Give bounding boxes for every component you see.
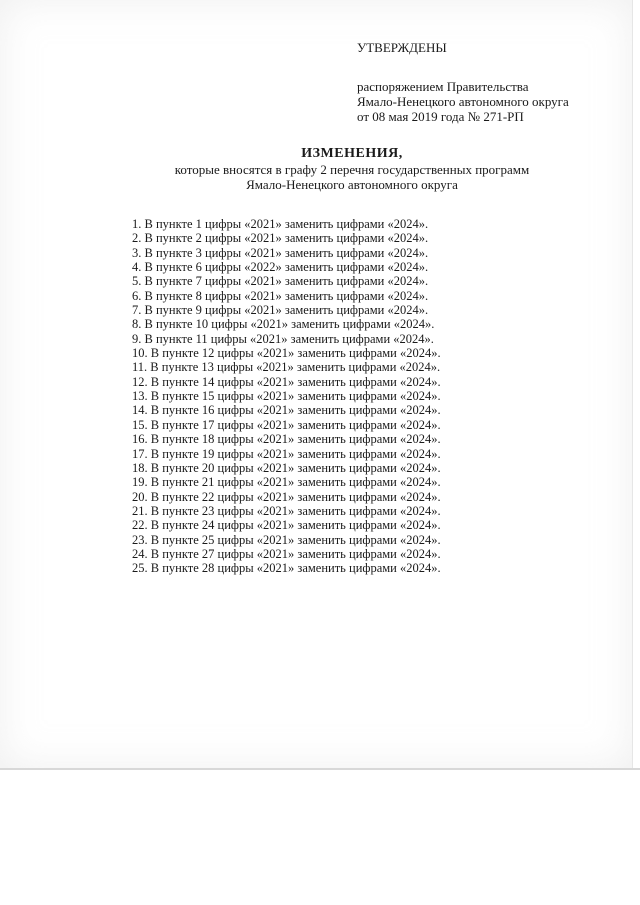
list-item: 11. В пункте 13 цифры «2021» заменить цифрами «2024». bbox=[132, 360, 441, 375]
list-item: 16. В пункте 18 цифры «2021» заменить цифрами «2024». bbox=[132, 432, 441, 447]
list-item: 1. В пункте 1 цифры «2021» заменить цифрами «2024». bbox=[132, 217, 429, 231]
list-item: 17. В пункте 19 цифры «2021» заменить цифрами «2024». bbox=[132, 446, 441, 461]
list-item: 2. В пункте 2 цифры «2021» заменить цифрами «2024». bbox=[132, 231, 429, 246]
approval-block bbox=[357, 40, 627, 124]
page-bottom-edge bbox=[0, 768, 640, 770]
list-item: 14. В пункте 16 цифры «2021» заменить цифрами «2024». bbox=[132, 403, 441, 418]
document-heading bbox=[0, 146, 640, 192]
document-title: ИЗМЕНЕНИЯ, bbox=[301, 146, 403, 161]
list-item: 9. В пункте 11 цифры «2021» заменить цифрами «2024». bbox=[132, 331, 434, 346]
list-item: 21. В пункте 23 цифры «2021» заменить цифрами «2024». bbox=[132, 503, 441, 518]
list-item: 8. В пункте 10 цифры «2021» заменить цифрами «2024». bbox=[132, 317, 435, 332]
list-item: 7. В пункте 9 цифры «2021» заменить цифрами «2024». bbox=[132, 303, 429, 318]
list-item: 22. В пункте 24 цифры «2021» заменить цифрами «2024». bbox=[132, 518, 441, 533]
list-item: 18. В пункте 20 цифры «2021» заменить цифрами «2024». bbox=[132, 460, 441, 475]
changes-list bbox=[132, 217, 441, 576]
approved-label: УТВЕРЖДЕНЫ bbox=[357, 40, 447, 55]
list-item: 20. В пункте 22 цифры «2021» заменить цифрами «2024». bbox=[132, 489, 441, 504]
list-item: 19. В пункте 21 цифры «2021» заменить цифрами «2024». bbox=[132, 475, 441, 490]
list-item: 13. В пункте 15 цифры «2021» заменить цифрами «2024». bbox=[132, 389, 441, 404]
list-item: 5. В пункте 7 цифры «2021» заменить цифрами «2024». bbox=[132, 274, 429, 289]
approval-line-decree: распоряжением Правительства bbox=[357, 79, 529, 94]
list-item: 10. В пункте 12 цифры «2021» заменить цифрами «2024». bbox=[132, 346, 441, 361]
list-item: 12. В пункте 14 цифры «2021» заменить цифрами «2024». bbox=[132, 374, 441, 389]
approval-line-region: Ямало-Ненецкого автономного округа bbox=[357, 94, 569, 109]
document-subtitle-line-1: которые вносятся в графу 2 перечня государственных программ bbox=[174, 162, 530, 177]
list-item: 23. В пункте 25 цифры «2021» заменить цифрами «2024». bbox=[132, 532, 441, 547]
list-item: 6. В пункте 8 цифры «2021» заменить цифрами «2024». bbox=[132, 288, 429, 303]
list-item: 15. В пункте 17 цифры «2021» заменить цифрами «2024». bbox=[132, 417, 441, 432]
list-item: 25. В пункте 28 цифры «2021» заменить цифрами «2024». bbox=[132, 561, 441, 576]
list-item: 4. В пункте 6 цифры «2022» заменить цифрами «2024». bbox=[132, 260, 429, 275]
list-item: 3. В пункте 3 цифры «2021» заменить цифрами «2024». bbox=[132, 245, 429, 260]
list-item: 24. В пункте 27 цифры «2021» заменить цифрами «2024». bbox=[132, 546, 441, 561]
document-subtitle-line-2: Ямало-Ненецкого автономного округа bbox=[246, 177, 458, 192]
approval-line-date: от 08 мая 2019 года № 271-РП bbox=[357, 109, 524, 124]
